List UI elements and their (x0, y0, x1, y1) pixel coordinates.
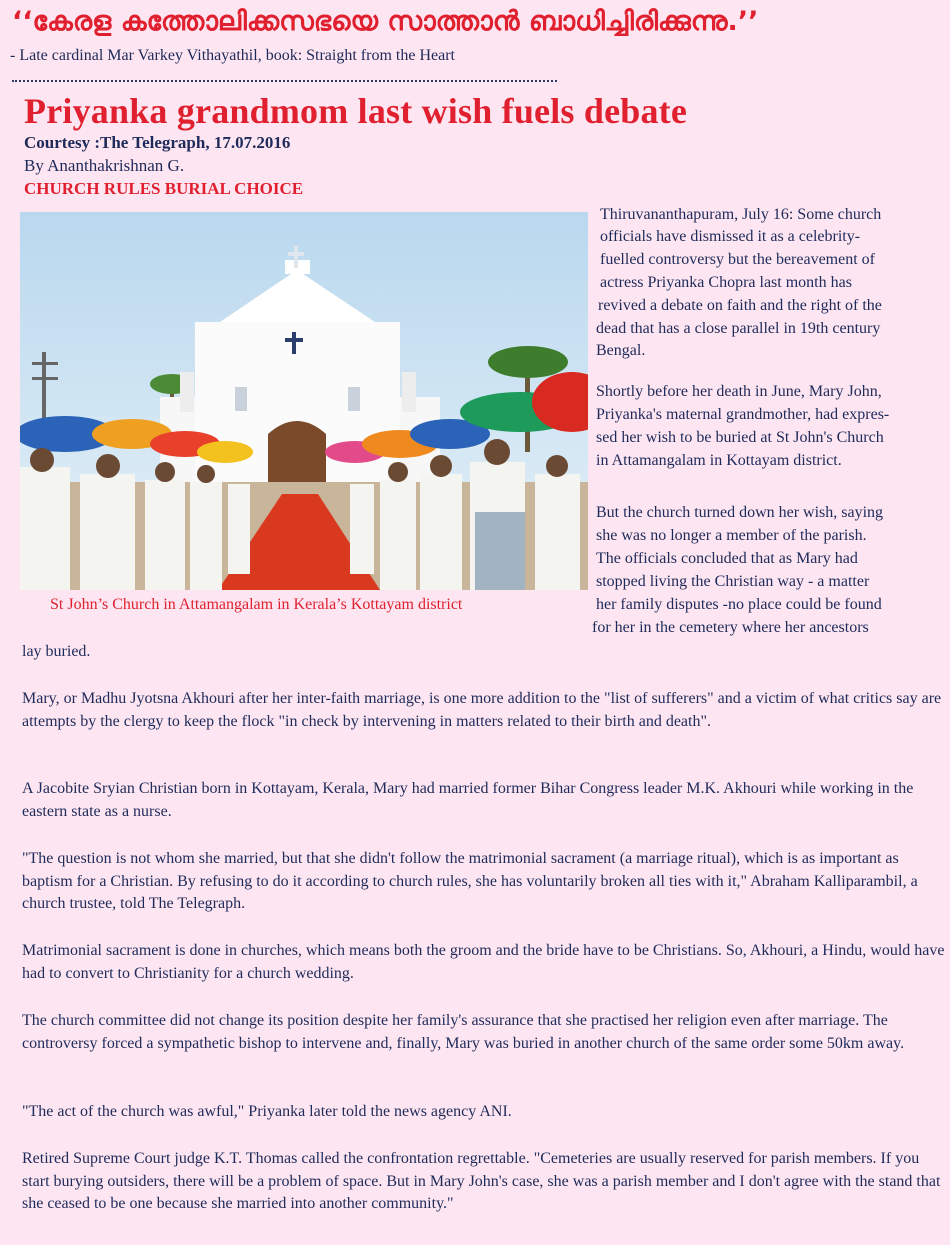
paragraph-2: A Jacobite Sryian Christian born in Kottayam, Kerala, Mary had married former Bihar Congress leader M.K. Akhouri while working in the eastern state as a nurse. (22, 780, 914, 820)
paragraph-4: Matrimonial sacrament is done in churches, which means both the groom and the bride have to be Christians. So, Akhouri, a Hindu, would have had to convert to Christianity for a church wedding. (22, 942, 945, 982)
photo-caption: St John’s Church in Attamangalam in Kerala’s Kottayam district (50, 596, 463, 613)
side-column-line: dead that has a close parallel in 19th century (596, 320, 881, 337)
paragraph-3: "The question is not whom she married, but that she didn't follow the matrimonial sacrament (a marriage ritual), which is as important as baptism for a Christian. By refusing to do it according to church rules, she has voluntarily broken all ties with it," Abraham Kalliparambil, a church trustee, told The Telegraph. (22, 850, 918, 912)
side-column-line: Thiruvananthapuram, July 16: Some church (600, 206, 882, 223)
malayalam-quote: ‘‘കേരള കത്തോലിക്കസഭയെ സാത്താൻ ബാധിച്ചിരിക്കുന്നു.’’ (12, 6, 759, 37)
side-column-line: revived a debate on faith and the right of the (598, 297, 882, 314)
article-headline: Priyanka grandmom last wish fuels debate (24, 91, 688, 131)
side-column-line: for her in the cemetery where her ancestors (592, 619, 869, 636)
paragraph-1: Mary, or Madhu Jyotsna Akhouri after her inter-faith marriage, is one more addition to the "list of sufferers" and a victim of what critics say are attempts by the clergy to keep the flock "in check by intervening in matters related to their birth and death". (22, 690, 942, 730)
side-column-line: officials have dismissed it as a celebrity- (600, 228, 861, 245)
courtesy-line: Courtesy :The Telegraph, 17.07.2016 (24, 133, 291, 152)
side-column-line: sed her wish to be buried at St John's Church (596, 429, 884, 446)
side-column-line: stopped living the Christian way - a matter (596, 573, 870, 590)
side-column-line: actress Priyanka Chopra last month has (600, 274, 852, 291)
side-tail-line: lay buried. (22, 643, 91, 660)
paragraph-6: "The act of the church was awful," Priyanka later told the news agency ANI. (22, 1103, 512, 1120)
side-column-line: her family disputes -no place could be found (596, 596, 882, 613)
side-column-line: Priyanka's maternal grandmother, had expres- (596, 406, 890, 423)
paragraph-7: Retired Supreme Court judge K.T. Thomas called the confrontation regrettable. "Cemeteries are usually reserved for parish members. If you start burying outsiders, there will be a problem of space. But in Mary John's case, she was a parish member and I don't agree with the stand that she ceased to be one because she married into another community." (22, 1150, 941, 1212)
side-column-line: Bengal. (596, 342, 646, 359)
side-column-line: in Attamangalam in Kottayam district. (596, 452, 842, 469)
church-photo (20, 212, 588, 590)
side-column-line: fuelled controversy but the bereavement of (600, 251, 875, 268)
side-column-line: The officials concluded that as Mary had (596, 550, 858, 567)
side-column-line: But the church turned down her wish, saying (596, 504, 884, 521)
byline: By Ananthakrishnan G. (24, 156, 185, 175)
paragraph-5: The church committee did not change its position despite her family's assurance that she practised her religion even after marriage. The controversy forced a sympathetic bishop to intervene and, finally, Mary was buried in another church of the same order some 50km away. (22, 1012, 905, 1052)
kicker: CHURCH RULES BURIAL CHOICE (24, 179, 304, 198)
dotted-divider (12, 80, 557, 82)
side-column-line: Shortly before her death in June, Mary John, (596, 383, 882, 400)
side-column-line: she was no longer a member of the parish. (596, 527, 867, 544)
quote-source: - Late cardinal Mar Varkey Vithayathil, book: Straight from the Heart (10, 47, 455, 64)
